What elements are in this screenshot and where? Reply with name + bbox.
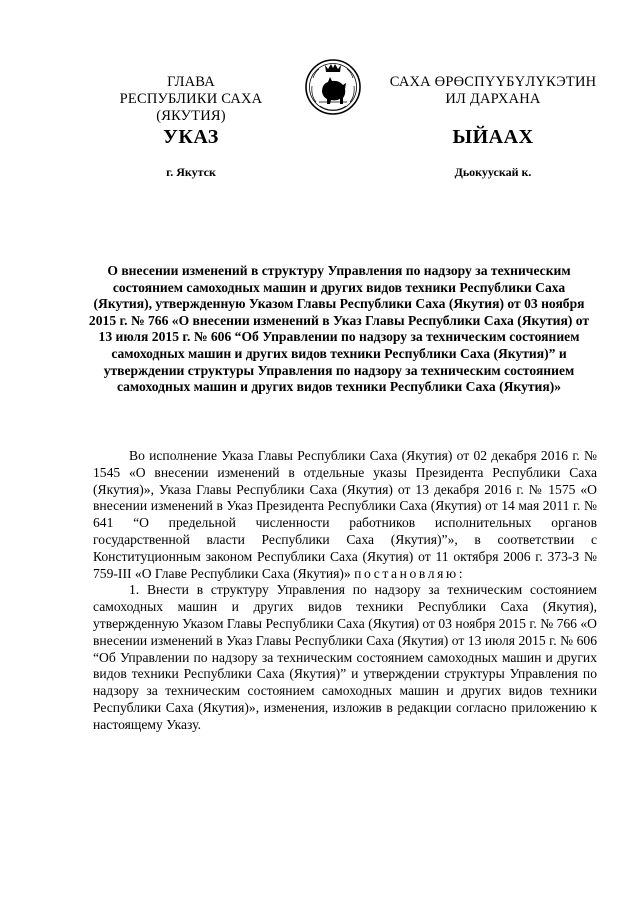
header-left-line1: ГЛАВА <box>167 74 215 90</box>
coat-of-arms-emblem <box>303 56 363 116</box>
city-russian: г. Якутск <box>166 165 216 179</box>
header-right-line1: САХА ӨРӨСПҮҮБҮЛҮКЭТИН <box>389 74 597 90</box>
header-left-line2: РЕСПУБЛИКИ САХА (ЯКУТИЯ) <box>119 91 263 124</box>
decree-word: постановляю: <box>354 565 466 581</box>
decree-body <box>93 448 597 734</box>
decree-title: О внесении изменений в структуру Управления по надзору за техническим состоянием самоходных машин и других видов техники Республики Саха (Якутия), утвержденную Указом Главы Республики Саха (Якутия) от 03 ноября 2015 г. № 766 «О внесении изменений в Указ Главы Республики Саха (Якутия) от 13 июля 2015 г. № 606 “Об Управлении по надзору за техническим состоянием самоходных машин и других видов техники Республики Саха (Якутия)” и утверждении структуры Управления по надзору за техническим состоянием самоходных машин и других видов техники Республики Саха (Якутия)» <box>88 263 590 395</box>
doc-type-russian: УКАЗ <box>163 126 219 148</box>
body-paragraph-1-text: Во исполнение Указа Главы Республики Саха (Якутия) от 02 декабря 2016 г. № 1545 «О внесении изменений в отдельные указы Президента Республики Саха (Якутия)», Указа Главы Республики Саха (Якутия) от 13 декабря 2016 г. № 1575 «О внесении изменений в Указ Президента Республики Саха (Якутия) от 14 мая 2011 г. № 641 “О предельной численности работников исполнительных органов государственной власти Республики Саха (Якутия)”», в соответствии с Конституционным законом Республики Саха (Якутия) от 11 октября 2006 г. 373-З № 759-III «О Главе Республики Саха (Якутия)» <box>93 448 597 581</box>
header-right <box>386 74 600 108</box>
header-left <box>84 74 298 125</box>
city-yakut: Дьокуускай к. <box>454 165 532 179</box>
doc-type-yakut: ЫЙААХ <box>452 126 534 148</box>
body-paragraph-2: 1. Внести в структуру Управления по надзору за техническим состоянием самоходных машин и других видов техники Республики Саха (Якутия), утвержденную Указом Главы Республики Саха (Якутия) от 03 ноября 2015 г. № 766 «О внесении изменений в Указ Главы Республики Саха (Якутия) от 13 июля 2015 г. № 606 “Об Управлении по надзору за техническим состоянием самоходных машин и других видов техники Республики Саха (Якутия)” и утверждении структуры Управления по надзору за техническим состоянием самоходных машин и других видов техники Республики Саха (Якутия)», изменения, изложив в редакции согласно приложению к настоящему Указу. <box>93 582 597 732</box>
body-paragraph-1 <box>93 448 597 582</box>
header-right-line2: ИЛ ДАРХАНА <box>445 91 541 107</box>
